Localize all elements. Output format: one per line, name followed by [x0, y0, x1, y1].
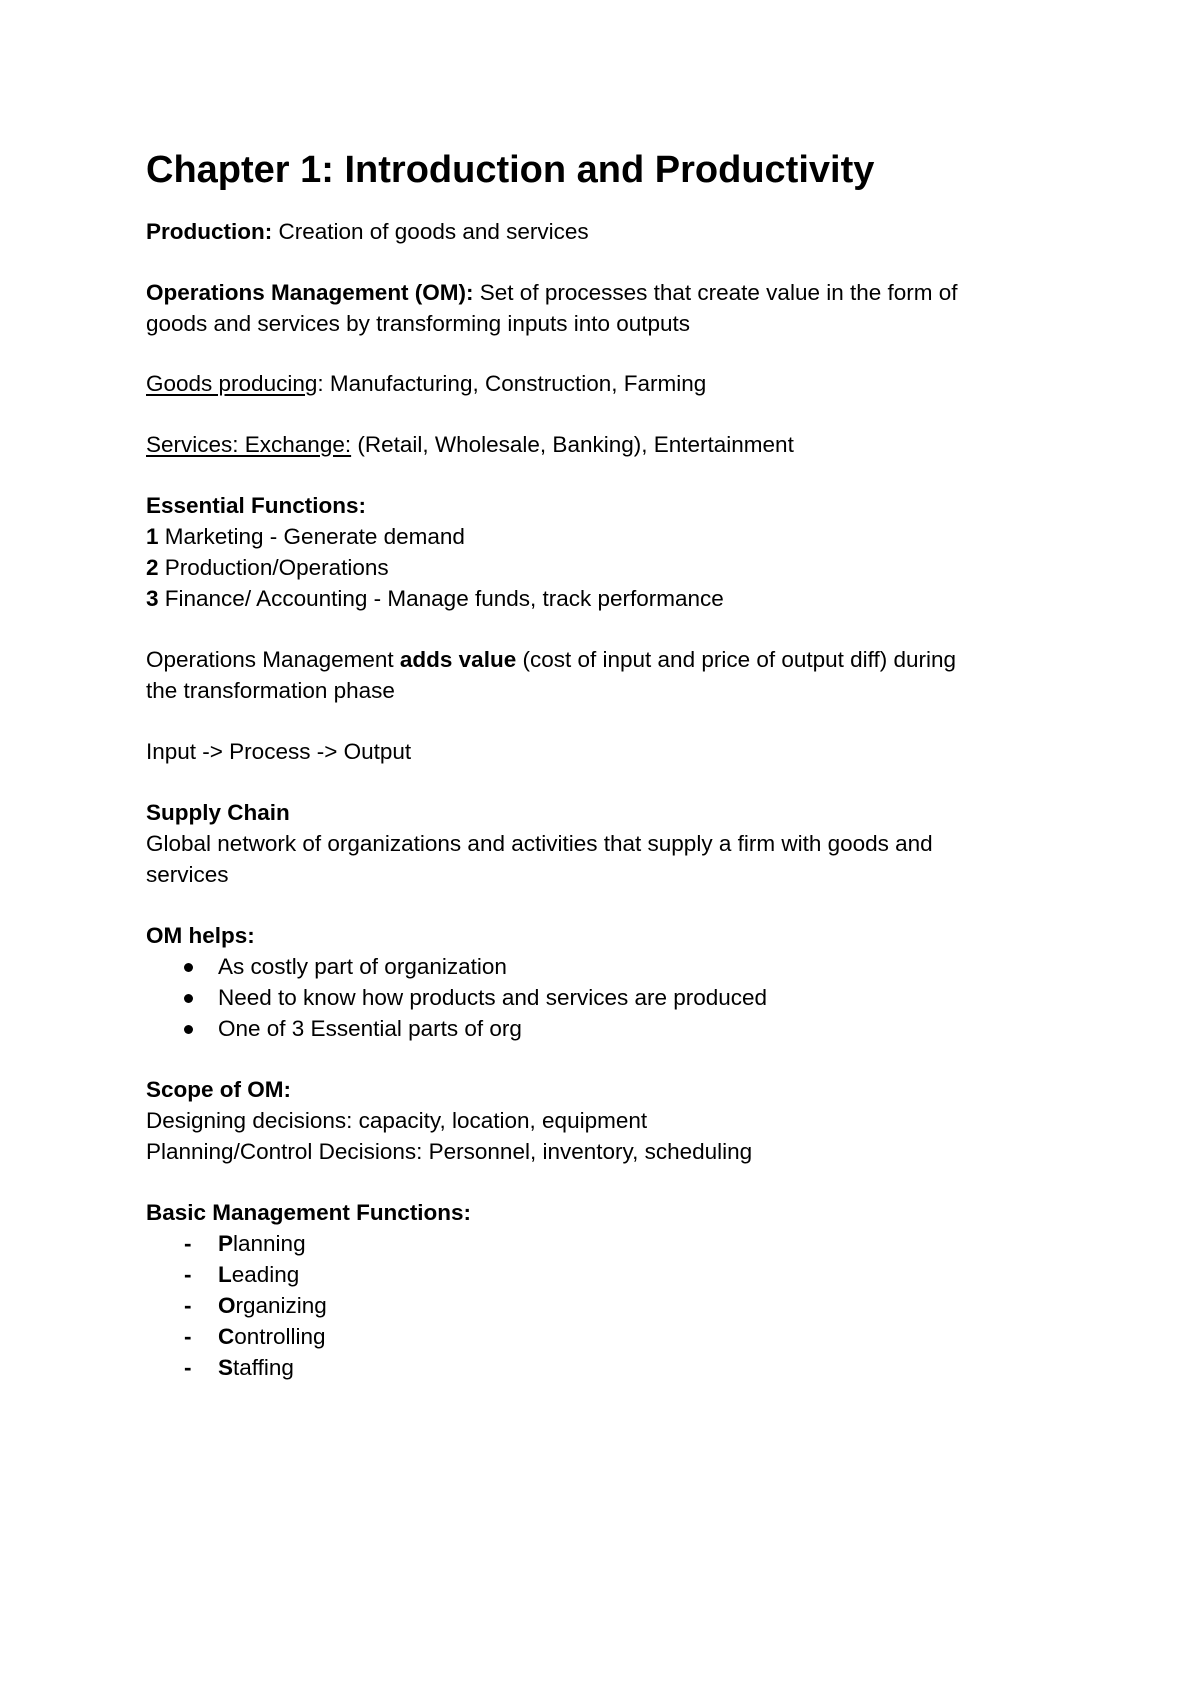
- essential-item-text: Production/Operations: [158, 555, 389, 580]
- list-item-initial: L: [218, 1262, 232, 1287]
- list-item-initial: S: [218, 1355, 234, 1380]
- scope-line2: Planning/Control Decisions: Personnel, inventory, scheduling: [146, 1139, 753, 1164]
- services-term: Services: Exchange:: [146, 432, 352, 457]
- list-item: [218, 1352, 294, 1384]
- om-term: Operations Management (OM):: [146, 280, 474, 305]
- scope-heading: Scope of OM:: [146, 1077, 291, 1102]
- adds-value-line2: the transformation phase: [146, 678, 395, 703]
- essential-item-number: 3: [146, 586, 159, 611]
- production-text: Creation of goods and services: [272, 219, 589, 244]
- bullet-icon: [184, 963, 193, 972]
- list-item: [218, 1228, 306, 1260]
- list-item: One of 3 Essential parts of org: [218, 1016, 522, 1041]
- goods-producing-line: [146, 368, 706, 400]
- essential-item-number: 2: [146, 555, 159, 580]
- adds-value-line1: [146, 644, 956, 676]
- production-definition: [146, 216, 589, 248]
- scope-line1: Designing decisions: capacity, location, equipment: [146, 1108, 648, 1133]
- essential-heading: Essential Functions:: [146, 493, 367, 518]
- list-item: As costly part of organization: [218, 954, 507, 979]
- om-helps-list: [146, 951, 1046, 1047]
- services-text: (Retail, Wholesale, Banking), Entertainment: [351, 432, 794, 457]
- dash-marker: -: [184, 1262, 192, 1287]
- supply-chain-heading: Supply Chain: [146, 800, 290, 825]
- list-item-initial: C: [218, 1324, 235, 1349]
- dash-marker: -: [184, 1324, 192, 1349]
- services-line: [146, 429, 794, 461]
- supply-chain-line1: Global network of organizations and activities that supply a firm with goods and: [146, 831, 933, 856]
- list-item-rest: ontrolling: [234, 1324, 326, 1349]
- essential-item-text: Marketing - Generate demand: [158, 524, 465, 549]
- list-item-initial: O: [218, 1293, 236, 1318]
- list-item-initial: P: [218, 1231, 234, 1256]
- bullet-icon: [184, 1025, 193, 1034]
- essential-item: [146, 552, 389, 584]
- goods-text: : Manufacturing, Construction, Farming: [317, 371, 707, 396]
- list-item: [218, 1290, 327, 1322]
- essential-item-text: Finance/ Accounting - Manage funds, track performance: [158, 586, 724, 611]
- supply-chain-line2: services: [146, 862, 229, 887]
- om-definition-line2: goods and services by transforming inputs into outputs: [146, 311, 691, 336]
- production-term: Production:: [146, 219, 273, 244]
- adds-value-bold: adds value: [399, 647, 517, 672]
- om-definition-line1: [146, 277, 958, 309]
- list-item-rest: eading: [231, 1262, 300, 1287]
- list-item: [218, 1321, 326, 1353]
- basic-functions-list: [146, 1228, 1046, 1388]
- process-flow: Input -> Process -> Output: [146, 739, 412, 764]
- dash-marker: -: [184, 1293, 192, 1318]
- adds-value-after: (cost of input and price of output diff) during: [516, 647, 957, 672]
- essential-item-number: 1: [146, 524, 159, 549]
- essential-item: [146, 521, 465, 553]
- list-item-rest: rganizing: [235, 1293, 327, 1318]
- essential-item: [146, 583, 724, 615]
- dash-marker: -: [184, 1355, 192, 1380]
- goods-term: Goods producing: [146, 371, 318, 396]
- basic-heading: Basic Management Functions:: [146, 1200, 472, 1225]
- list-item: Need to know how products and services are produced: [218, 985, 768, 1010]
- bullet-icon: [184, 994, 193, 1003]
- list-item-rest: lanning: [233, 1231, 306, 1256]
- list-item: [218, 1259, 299, 1291]
- list-item-rest: taffing: [233, 1355, 294, 1380]
- om-helps-heading: OM helps:: [146, 923, 255, 948]
- adds-value-before: Operations Management: [146, 647, 400, 672]
- page-title: Chapter 1: Introduction and Productivity: [146, 149, 875, 191]
- om-text-1: Set of processes that create value in the form of: [473, 280, 958, 305]
- dash-marker: -: [184, 1231, 192, 1256]
